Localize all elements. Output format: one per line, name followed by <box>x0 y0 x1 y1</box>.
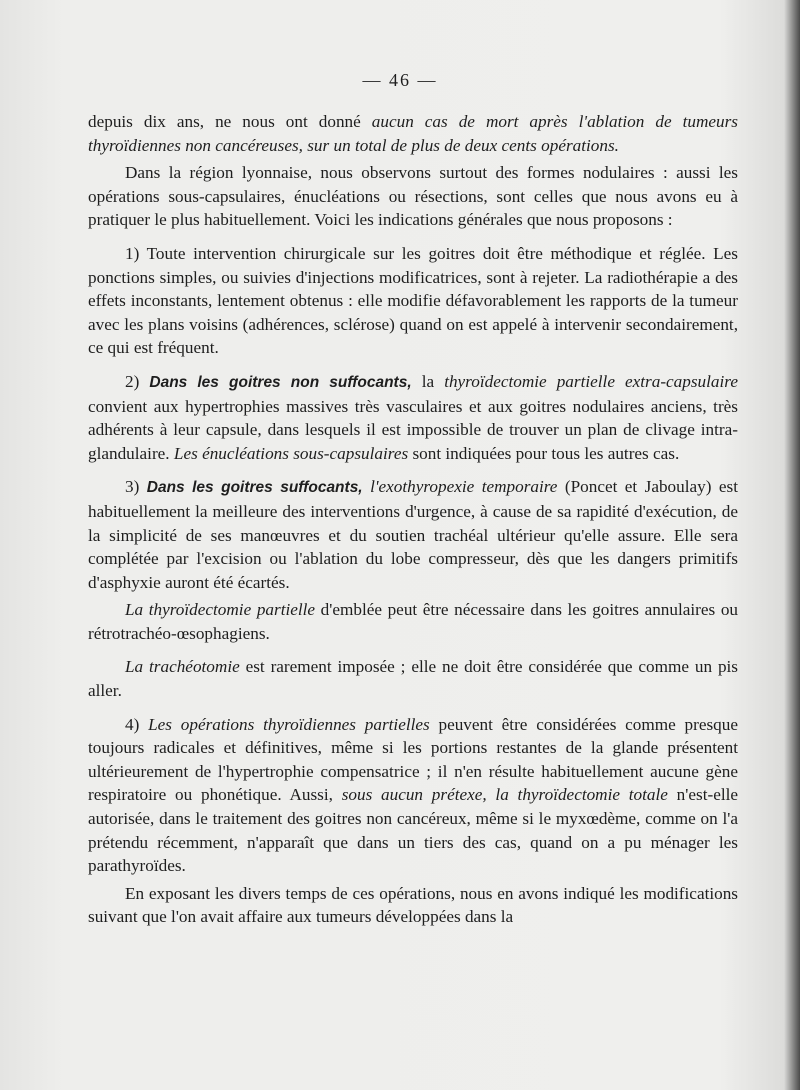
text-run: la <box>411 371 445 391</box>
paragraph-indication-3 <box>88 475 738 594</box>
italic-text-run: sous aucun prétexe, la thyroïdectomie totale <box>341 785 668 805</box>
italic-text-run: La thyroïdectomie partielle <box>125 600 316 620</box>
paragraph-tracheotomy <box>88 655 738 702</box>
item-number: 4) <box>125 714 149 734</box>
italic-text-run: Les opérations thyroïdiennes partielles <box>148 714 430 734</box>
paragraph-lyon-region: Dans la région lyonnaise, nous observons surtout des formes nodulaires : aussi les opérations sous-capsulaires, énucléations ou résections, sont celles que nous avons eu à pratiquer le plus habituellement. Voici les indications générales que nous proposons : <box>88 163 738 230</box>
page-number: — 46 — <box>362 70 438 90</box>
section-heading: Dans les goitres suffocants, <box>146 479 363 497</box>
text-run: n'est-elle autorisée, dans le traitement des goitres non cancéreux, même si le myxœdème, comme on l'a prétendu récemment, n'apparaît que dans un tiers des cas, quand on a pu ménager les parathyroïdes. <box>88 785 739 876</box>
paragraph-closing: En exposant les divers temps de ces opérations, nous en avons indiqué les modifications suivant que l'on avait affaire aux tumeurs développées dans la <box>88 883 738 927</box>
text-run: d'emblée peut être nécessaire dans les goitres annulaires ou rétrotrachéo-œsophagiens. <box>88 600 739 643</box>
item-number: 2) <box>125 371 150 391</box>
text-run: depuis dix ans, ne nous ont donné <box>88 112 372 131</box>
text-run: convient aux hypertrophies massives très vasculaires et aux goitres nodulaires anciens, très adhérents à leur capsule, dans lesquels il est impossible de trouver un plan de clivage intra-glandulaire. <box>88 396 738 463</box>
item-number: 3) <box>125 477 147 497</box>
italic-text-run: Les énucléations sous-capsulaires <box>173 443 409 463</box>
italic-text-run: l'exothyropexie temporaire <box>370 477 558 497</box>
section-heading: Dans les goitres non suffocants, <box>149 373 412 391</box>
text-run: (Poncet et Jaboulay) est habituellement la meilleure des interventions d'urgence, à cause de sa rapidité d'exécution, de la simplicité de ses manœuvres et du soutien trachéal ultérieur qu'elle assure. Elle sera complétée par l'excision ou l'ablation du lobe compresseur, dès que les dangers primitifs d'asphyxie auront été écartés. <box>88 477 738 592</box>
body-text <box>88 110 738 929</box>
italic-text-run: aucun cas de mort après l'ablation de tumeurs thyroïdiennes non cancéreuses, sur un total de plus de deux cents opérations. <box>88 112 738 155</box>
paragraph-indication-1: 1) Toute intervention chirurgicale sur les goitres doit être méthodique et réglée. Les ponctions simples, ou suivies d'injections modificatrices, sont à rejeter. La radiothérapie a des effets inconstants, lentement obtenus : elle modifie défavorablement les rapports de la tumeur avec les plans voisins (adhérences, sclérose) quand on est appelé à intervenir secondairement, ce qui est fréquent. <box>88 243 738 358</box>
text-run: est rarement imposée ; elle ne doit être considérée que comme un pis aller. <box>88 657 738 701</box>
paragraph-indication-4 <box>88 713 738 878</box>
paragraph-continuation <box>88 110 738 157</box>
paragraph-partial-thyroidectomy <box>88 598 738 645</box>
italic-text-run: thyroïdectomie partielle extra-capsulaire <box>444 371 738 391</box>
paragraph-indication-2 <box>88 370 738 465</box>
text-run: peuvent être considérées comme presque toujours radicales et définitives, même si les portions restantes de la glande présentent ultérieurement de l'hypertrophie compensatrice ; il n'en résulte habituellement aucune gène respiratoire ou phonétique. Aussi, <box>88 714 738 805</box>
italic-text-run: La trachéotomie <box>125 657 240 677</box>
text-run <box>363 477 370 496</box>
text-run: sont indiquées pour tous les autres cas. <box>408 443 680 463</box>
